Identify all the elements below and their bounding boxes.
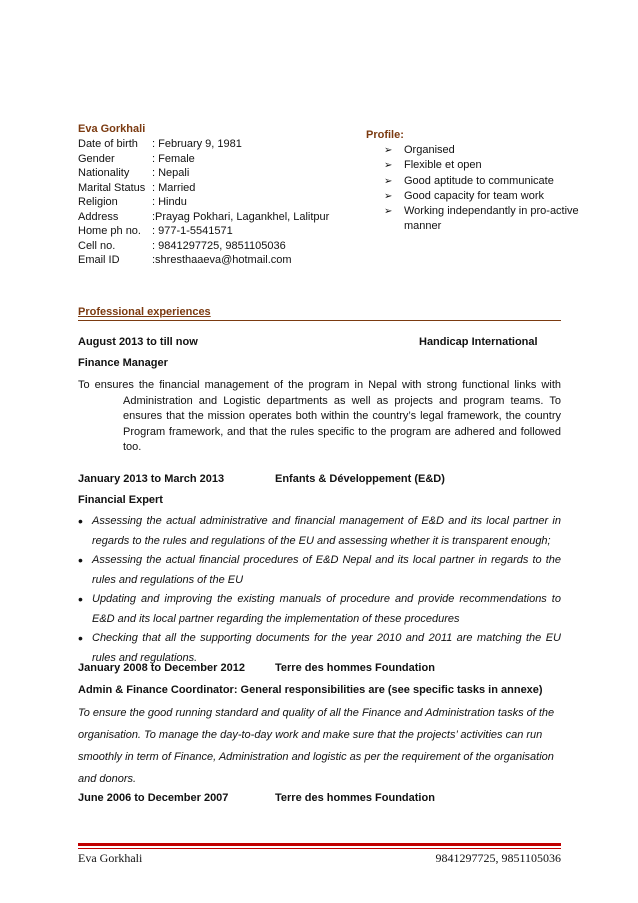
job3-org: Terre des hommes Foundation [275,662,435,674]
personal-field-row [78,137,358,152]
personal-field-row [78,224,358,239]
job2-bullet-item: • Assessing the actual administrative and financial management of E&D and its local partner in regards to the rules and regulations of the EU and assessing whether it is transparent enough; [78,512,561,551]
profile-item-text: Flexible et open [404,159,482,172]
profile-item [384,143,596,158]
field-value: : 977-1-5541571 [152,225,233,237]
job1-role: Finance Manager [78,357,168,369]
profile-title: Profile: [366,129,404,141]
job2-bullet-item: • Updating and improving the existing manuals of procedure and provide recommendations to E&D and its local partner regarding the implementation of these procedures [78,590,561,629]
personal-field-row [78,152,358,167]
footer-name: Eva Gorkhali [78,851,143,865]
field-label: Cell no. [78,239,116,252]
job3-role: Admin & Finance Coordinator: General responsibilities are (see specific tasks in annexe) [78,684,543,696]
field-label: Email ID [78,254,120,266]
candidate-name: Eva Gorkhali [78,123,146,135]
footer-rule-thin [78,848,561,849]
job3-period: January 2008 to December 2012 [78,662,245,674]
job2-bullets [78,512,561,668]
personal-field-row [78,253,358,268]
job1-description: To ensures the financial management of the program in Nepal with strong functional links with Administration and Logistic departments as well as projects and program teams. To ensures that the mission operates both within the country’s legal framework, the country Program framework, and that the rules specific to the program are adhered and followed too. [78,379,561,453]
field-label: Home ph no. [78,225,141,237]
field-label: Marital Status [78,181,146,194]
job4-period: June 2006 to December 2007 [78,792,229,804]
profile-item [384,204,596,235]
personal-field-row [78,239,358,254]
footer-rule-thick [78,843,561,846]
field-value: : 9841297725, 9851105036 [152,239,286,252]
profile-item-text: Good aptitude to communicate [404,174,554,187]
field-value: : Nepali [152,167,190,179]
personal-field-row [78,210,358,225]
field-label: Religion [78,196,118,208]
arrow-bullet-icon: ➢ [384,175,393,187]
arrow-bullet-icon: ➢ [384,190,393,202]
job2-bullet-item: • Checking that all the supporting documents for the year 2010 and 2011 are matching the EU rules and regulations. [78,629,561,668]
profile-item-text: Good capacity for team work [404,189,545,202]
field-value: : February 9, 1981 [152,138,242,150]
job3-description: To ensure the good running standard and quality of all the Finance and Administration tasks of the organisation. To manage the day-to-day work and make sure that the projects’ activities can run smoothly in term of Finance, Administration and logistic as per the requirement of the organisation and donors. [78,707,555,785]
personal-field-row [78,166,358,181]
arrow-bullet-icon: ➢ [384,160,393,172]
personal-fields [78,137,358,268]
job1-description-wrap [78,378,561,456]
profile-section [366,127,596,235]
profile-item [384,158,596,173]
experience-heading-rule [78,306,561,321]
job2-org: Enfants & Développement (E&D) [275,473,445,485]
profile-item [384,189,596,204]
field-value: : Hindu [152,196,187,208]
personal-field-row [78,195,358,210]
arrow-bullet-icon: ➢ [384,206,393,218]
job1-period: August 2013 to till now [78,336,198,348]
footer-phones: 9841297725, 9851105036 [435,851,561,865]
job4-org: Terre des hommes Foundation [275,792,435,804]
field-label: Address [78,210,119,223]
job2-period: January 2013 to March 2013 [78,473,225,485]
field-value: :shresthaaeva@hotmail.com [152,254,292,266]
personal-info [78,122,358,268]
profile-item-text: Working independantly in pro-active manner [404,205,579,233]
profile-list [366,143,596,235]
profile-item-text: Organised [404,144,455,156]
field-value: : Female [152,152,195,165]
job2-bullet-item: • Assessing the actual financial procedures of E&D Nepal and its local partner in regards to the rules and regulations of the EU [78,551,561,590]
experience-heading: Professional experiences [78,306,211,318]
field-value: : Married [152,181,196,194]
profile-item [384,174,596,189]
job2-role: Financial Expert [78,494,163,506]
field-value: :Prayag Pokhari, Lagankhel, Lalitpur [152,210,330,223]
arrow-bullet-icon: ➢ [384,145,393,156]
job1-org: Handicap International [419,336,538,348]
field-label: Gender [78,152,115,165]
field-label: Nationality [78,167,130,179]
field-label: Date of birth [78,138,138,150]
personal-field-row [78,181,358,196]
